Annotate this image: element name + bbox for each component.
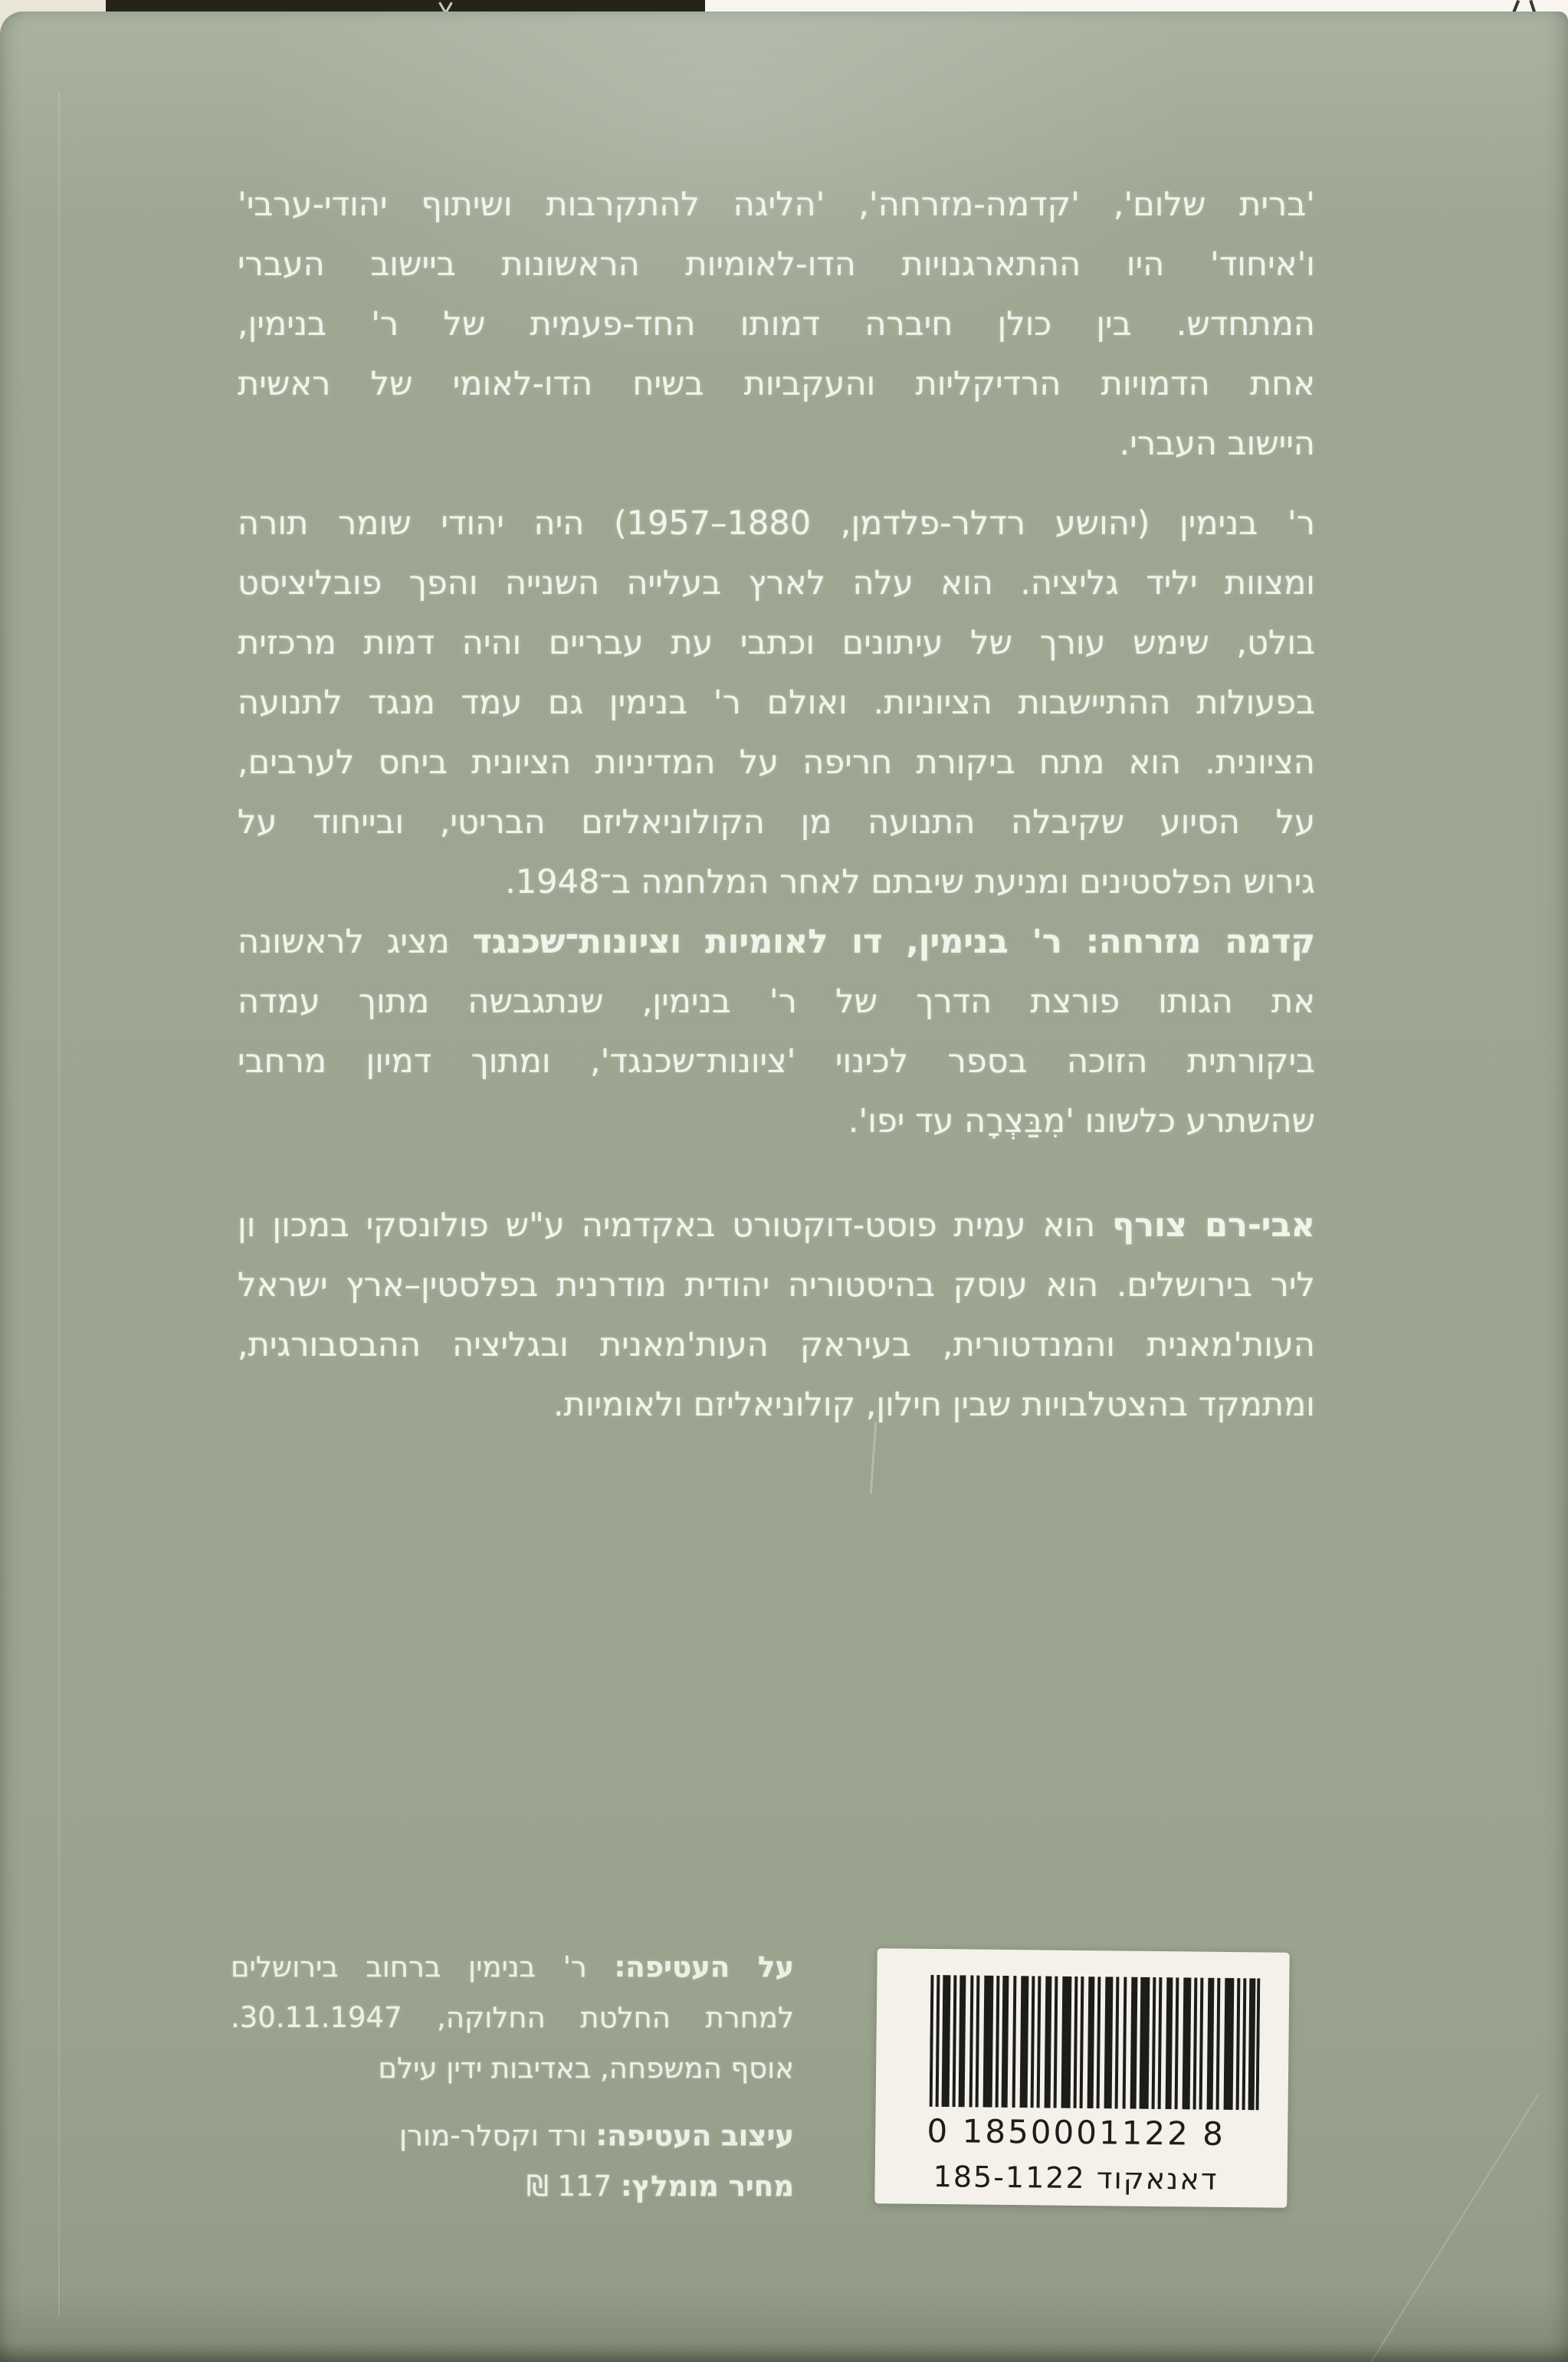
blurb-line: את הגותו פורצת הדרך של ר' בנימין, שנתגבשה מתוך עמדה — [238, 983, 1315, 1021]
price-label: מחיר מומלץ: — [620, 2170, 794, 2203]
cover-photo-label: על העטיפה: — [614, 1950, 794, 1983]
blurb-line: אחת הדמויות הרדיקליות והעקביות בשיח הדו-לאומי של ראשית — [238, 365, 1315, 403]
blurb-line: ומצוות יליד גליציה. הוא עלה לארץ בעלייה השנייה והפך פובליציסט — [238, 564, 1315, 602]
blurb-line: גירוש הפלסטינים ומניעת שיבתם לאחר המלחמה ב־1948. — [505, 863, 1315, 901]
credit-gap — [231, 2094, 794, 2111]
author-name: אבי-רם צורף — [1112, 1206, 1315, 1245]
barcode-bars — [930, 1975, 1261, 2110]
credit-text: ר' בנימין ברחוב בירושלים — [231, 1950, 615, 1983]
design-label: עיצוב העטיפה: — [595, 2119, 794, 2152]
price-value: 117 ₪ — [526, 2170, 621, 2203]
blurb-text: מציג לראשונה — [238, 923, 473, 961]
book-title-bold: קדמה מזרחה: ר' בנימין, דו לאומיות וציונות־שכנגד — [472, 923, 1315, 961]
blurb-line: הציונית. הוא מתח ביקורת חריפה על המדיניות הציונית ביחס לערבים, — [238, 743, 1315, 782]
blurb-line: ו'איחוד' היו ההתארגנויות הדו-לאומיות הראשונות ביישוב העברי — [238, 245, 1315, 284]
author-bio-line: ליר בירושלים. הוא עוסק בהיסטוריה יהודית מודרנית בפלסטין–ארץ ישראל — [238, 1266, 1315, 1304]
barcode-number: 0 1850001122 8 — [927, 2111, 1226, 2153]
cover-credits — [231, 1942, 794, 2212]
bio-text: הוא עמית פוסט-דוקטורט באקדמיה ע"ש פולונסקי במכון ון — [238, 1206, 1113, 1245]
credit-line — [231, 1942, 794, 1993]
cover-left-crease — [58, 92, 60, 2316]
barcode-danacode: דאנאקוד 185-1122 — [933, 2159, 1219, 2196]
credit-line — [231, 2111, 794, 2161]
barcode-sticker — [874, 1948, 1289, 2208]
price-line — [231, 2161, 794, 2212]
blurb-line: שהשתרע כלשונו 'מִבַּצְרָה עד יפו'. — [848, 1102, 1315, 1140]
paragraph-gap — [238, 1151, 1315, 1196]
blurb-line: המתחדש. בין כולן חיברה דמותו החד-פעמית של ר' בנימין, — [238, 305, 1315, 343]
author-bio-line — [238, 1196, 1315, 1255]
author-bio-line: ומתמקד בהצטלבויות שבין חילון, קולוניאליזם ולאומיות. — [553, 1386, 1315, 1424]
credit-line: אוסף המשפחה, באדיבות ידין עילם — [378, 2052, 794, 2085]
cover-bottom-shadow — [0, 2342, 1568, 2362]
blurb-line: ר' בנימין (יהושע רדלר-פלדמן, 1880–1957) היה יהודי שומר תורה — [238, 504, 1315, 543]
author-bio-line: העות'מאנית והמנדטורית, בעיראק העות'מאנית ובגליציה ההבסבורגית, — [238, 1326, 1315, 1364]
blurb-line: ביקורתית הזוכה בספר לכינוי 'ציונות־שכנגד', ומתוך דמיון מרחבי — [238, 1042, 1315, 1081]
back-cover-blurb — [238, 175, 1315, 1435]
blurb-line: על הסיוע שקיבלה התנועה מן הקולוניאליזם הבריטי, ובייחוד על — [238, 803, 1315, 841]
credit-line: למחרת החלטת החלוקה, 30.11.1947. — [231, 2001, 794, 2034]
blurb-line: בפעולות ההתיישבות הציוניות. ואולם ר' בנימין גם עמד מנגד לתנועה — [238, 684, 1315, 722]
blurb-line-book-title — [238, 912, 1315, 972]
blurb-line: היישוב העברי. — [1119, 425, 1315, 463]
credit-text: ורד וקסלר-מורן — [399, 2119, 596, 2152]
blurb-line: בולט, שימש עורך של עיתונים וכתבי עת עבריים והיה דמות מרכזית — [238, 624, 1315, 662]
blurb-line: 'ברית שלום', 'קדמה-מזרחה', 'הליגה להתקרבות ושיתוף יהודי-ערבי' — [238, 185, 1315, 224]
paragraph-gap — [238, 474, 1315, 494]
